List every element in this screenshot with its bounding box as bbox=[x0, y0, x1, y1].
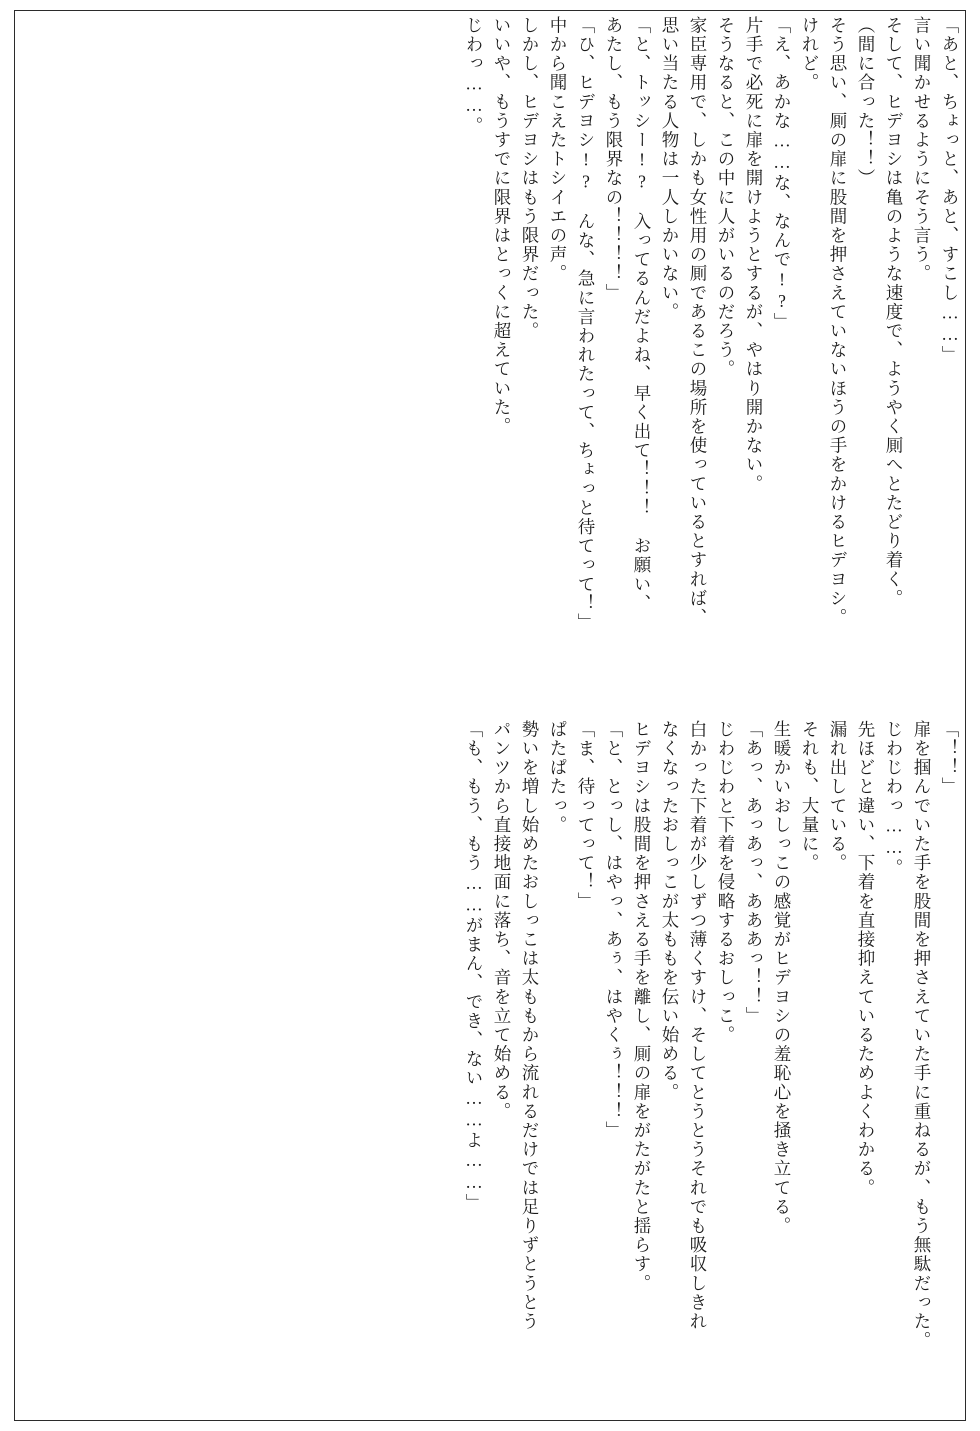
top-text-section bbox=[22, 16, 958, 704]
text-column: 中から聞こえたトシイエの声。 bbox=[548, 16, 568, 284]
bottom-column-row bbox=[22, 720, 958, 1410]
bottom-text-section bbox=[22, 720, 958, 1410]
text-column: 「と、とっし、はやっ、あぅ、はやくぅ！！！」 bbox=[604, 720, 624, 1141]
text-column: 勢いを増し始めたおしっこは太ももから流れるだけでは足りずとうとう bbox=[520, 720, 540, 1332]
text-column: 言い聞かせるようにそう言う。 bbox=[912, 16, 932, 284]
text-column: 「ま、待ってって！」 bbox=[576, 720, 596, 911]
text-column: 「！！」 bbox=[940, 720, 960, 797]
text-column: じわじわと下着を侵略するおしっこ。 bbox=[716, 720, 736, 1045]
text-column: いいや、もうすでに限界はとっくに超えていた。 bbox=[492, 16, 512, 437]
text-column: パンツから直接地面に落ち、音を立て始める。 bbox=[492, 720, 512, 1122]
text-column: ヒデヨシは股間を押さえる手を離し、厠の扉をがたがたと揺らす。 bbox=[632, 720, 652, 1293]
text-column: 先ほどと違い、下着を直接抑えているためよくわかる。 bbox=[856, 720, 876, 1198]
text-column: 白かった下着が少しずつ薄くすけ、そしてとうとうそれでも吸収しきれ bbox=[688, 720, 708, 1332]
text-column: 「も、もう、もう……がまん、でき、ない……よ……」 bbox=[464, 720, 484, 1213]
top-column-row bbox=[22, 16, 958, 704]
text-column: 扉を掴んでいた手を股間を押さえていた手に重ねるが、もう無駄だった。 bbox=[912, 720, 932, 1351]
text-column: そうなると、この中に人がいるのだろう。 bbox=[716, 16, 736, 379]
text-column: 「あっ、あっあっ、あああっ！！」 bbox=[744, 720, 764, 1026]
text-column: 「あと、ちょっと、あと、すこし……」 bbox=[940, 16, 960, 365]
text-column: それも、大量に。 bbox=[800, 720, 820, 873]
text-column: 「ひ、ヒデヨシ!? んな、急に言われたって、ちょっと待てって！」 bbox=[576, 16, 596, 633]
text-column: ぱたぱたっ。 bbox=[548, 720, 568, 835]
text-column: （間に合った！！） bbox=[856, 16, 876, 188]
text-column: けれど。 bbox=[800, 16, 820, 93]
text-column: 家臣専用で、しかも女性用の厠であるこの場所を使っているとすれば、 bbox=[688, 16, 708, 628]
text-column: じわじわっ……。 bbox=[884, 720, 904, 878]
text-column: なくなったおしっこが太ももを伝い始める。 bbox=[660, 720, 680, 1102]
text-column: 「え、あかな……な、なんで!?」 bbox=[772, 16, 792, 332]
text-column: 生暖かいおしっこの感覚がヒデヨシの羞恥心を掻き立てる。 bbox=[772, 720, 792, 1236]
text-column: 片手で必死に扉を開けようとするが、やはり開かない。 bbox=[744, 16, 764, 494]
text-column: しかし、ヒデヨシはもう限界だった。 bbox=[520, 16, 540, 341]
text-column: 「と、トッシー!? 入ってるんだよね、早く出て！！！ お願い、 bbox=[632, 16, 652, 614]
text-column: そう思い、厠の扉に股間を押さえていないほうの手をかけるヒデヨシ。 bbox=[828, 16, 848, 628]
text-column: 思い当たる人物は一人しかいない。 bbox=[660, 16, 680, 322]
text-column: そして、ヒデヨシは亀のような速度で、ようやく厠へとたどり着く。 bbox=[884, 16, 904, 609]
text-column: あたし、もう限界なの！！！！」 bbox=[604, 16, 624, 303]
text-column: 漏れ出している。 bbox=[828, 720, 848, 873]
text-column: じわっ……。 bbox=[464, 16, 484, 136]
